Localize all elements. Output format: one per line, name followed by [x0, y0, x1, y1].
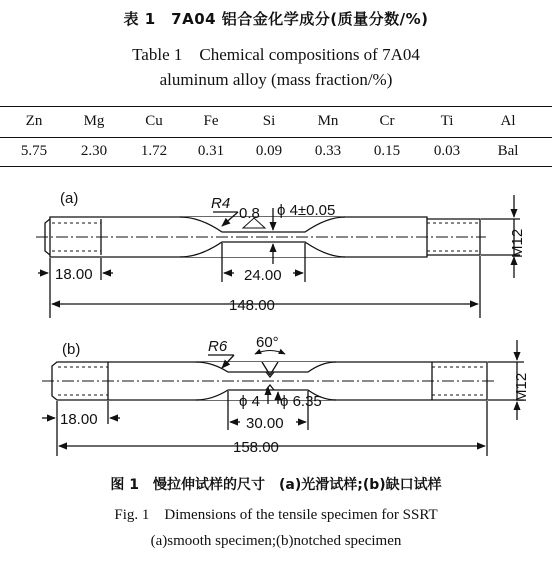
- value-cell-cr: 0.15: [373, 143, 401, 159]
- figure-caption-en-line1: Fig. 1 Dimensions of the tensile specimen for SSRT: [114, 507, 438, 523]
- header-cell-al: Al: [500, 113, 516, 129]
- value-cell-fe: 0.31: [197, 143, 225, 159]
- dim-a-depth: 0.8: [239, 205, 260, 222]
- specimen-a-waist-top: [180, 217, 345, 232]
- header-cell-ti: Ti: [440, 113, 454, 129]
- dim-b-notch-dia: ϕ 4: [239, 393, 260, 410]
- header-cell-si: Si: [262, 113, 276, 129]
- dim-b-thread-len: 18.00: [60, 411, 98, 428]
- dim-a-gauge-len: 24.00: [244, 267, 282, 284]
- dim-b-neck-dia: ϕ 6.35: [280, 393, 322, 410]
- dim-b-radius: R6: [208, 338, 228, 355]
- panel-label-b: (b): [62, 341, 81, 358]
- value-cell-mn: 0.33: [314, 143, 342, 159]
- dim-b-thread: M12: [513, 372, 530, 402]
- dim-a-total-len: 148.00: [229, 297, 275, 314]
- panel-label-a: (a): [60, 190, 79, 207]
- value-cell-zn: 5.75: [20, 143, 48, 159]
- header-cell-cu: Cu: [145, 113, 163, 129]
- value-cell-cu: 1.72: [140, 143, 168, 159]
- specimen-a-waist-bottom: [180, 242, 345, 257]
- table-title-en-line1: Table 1 Chemical compositions of 7A04: [132, 45, 420, 64]
- dim-a-neck-dia: ϕ 4±0.05: [277, 202, 336, 219]
- header-cell-cr: Cr: [379, 113, 395, 129]
- dim-a-radius: R4: [211, 195, 231, 212]
- table-title-en-line2: aluminum alloy (mass fraction/%): [159, 70, 393, 89]
- table-title-cn: 表 1 7A04 铝合金化学成分(质量分数/%): [123, 10, 429, 28]
- header-cell-fe: Fe: [203, 113, 219, 129]
- header-cell-mg: Mg: [83, 113, 105, 129]
- value-cell-ti: 0.03: [433, 143, 461, 159]
- header-cell-zn: Zn: [25, 113, 43, 129]
- dim-b-angle: 60°: [256, 334, 279, 351]
- figure-caption-en-line2: (a)smooth specimen;(b)notched specimen: [150, 533, 402, 549]
- value-cell-si: 0.09: [255, 143, 283, 159]
- value-cell-al: Bal: [497, 143, 519, 159]
- dim-b-total-len: 158.00: [233, 439, 279, 456]
- specimen-b-labels: [60, 334, 530, 456]
- specimen-b-waist-top: [196, 362, 336, 372]
- dim-a-thread: M12: [509, 228, 526, 258]
- value-cell-mg: 2.30: [80, 143, 108, 159]
- dim-a-thread-len: 18.00: [55, 266, 93, 283]
- header-cell-mn: Mn: [317, 113, 339, 129]
- dim-b-gauge-len: 30.00: [246, 415, 284, 432]
- figure-caption-cn: 图 1 慢拉伸试样的尺寸 (a)光滑试样;(b)缺口试样: [110, 477, 442, 493]
